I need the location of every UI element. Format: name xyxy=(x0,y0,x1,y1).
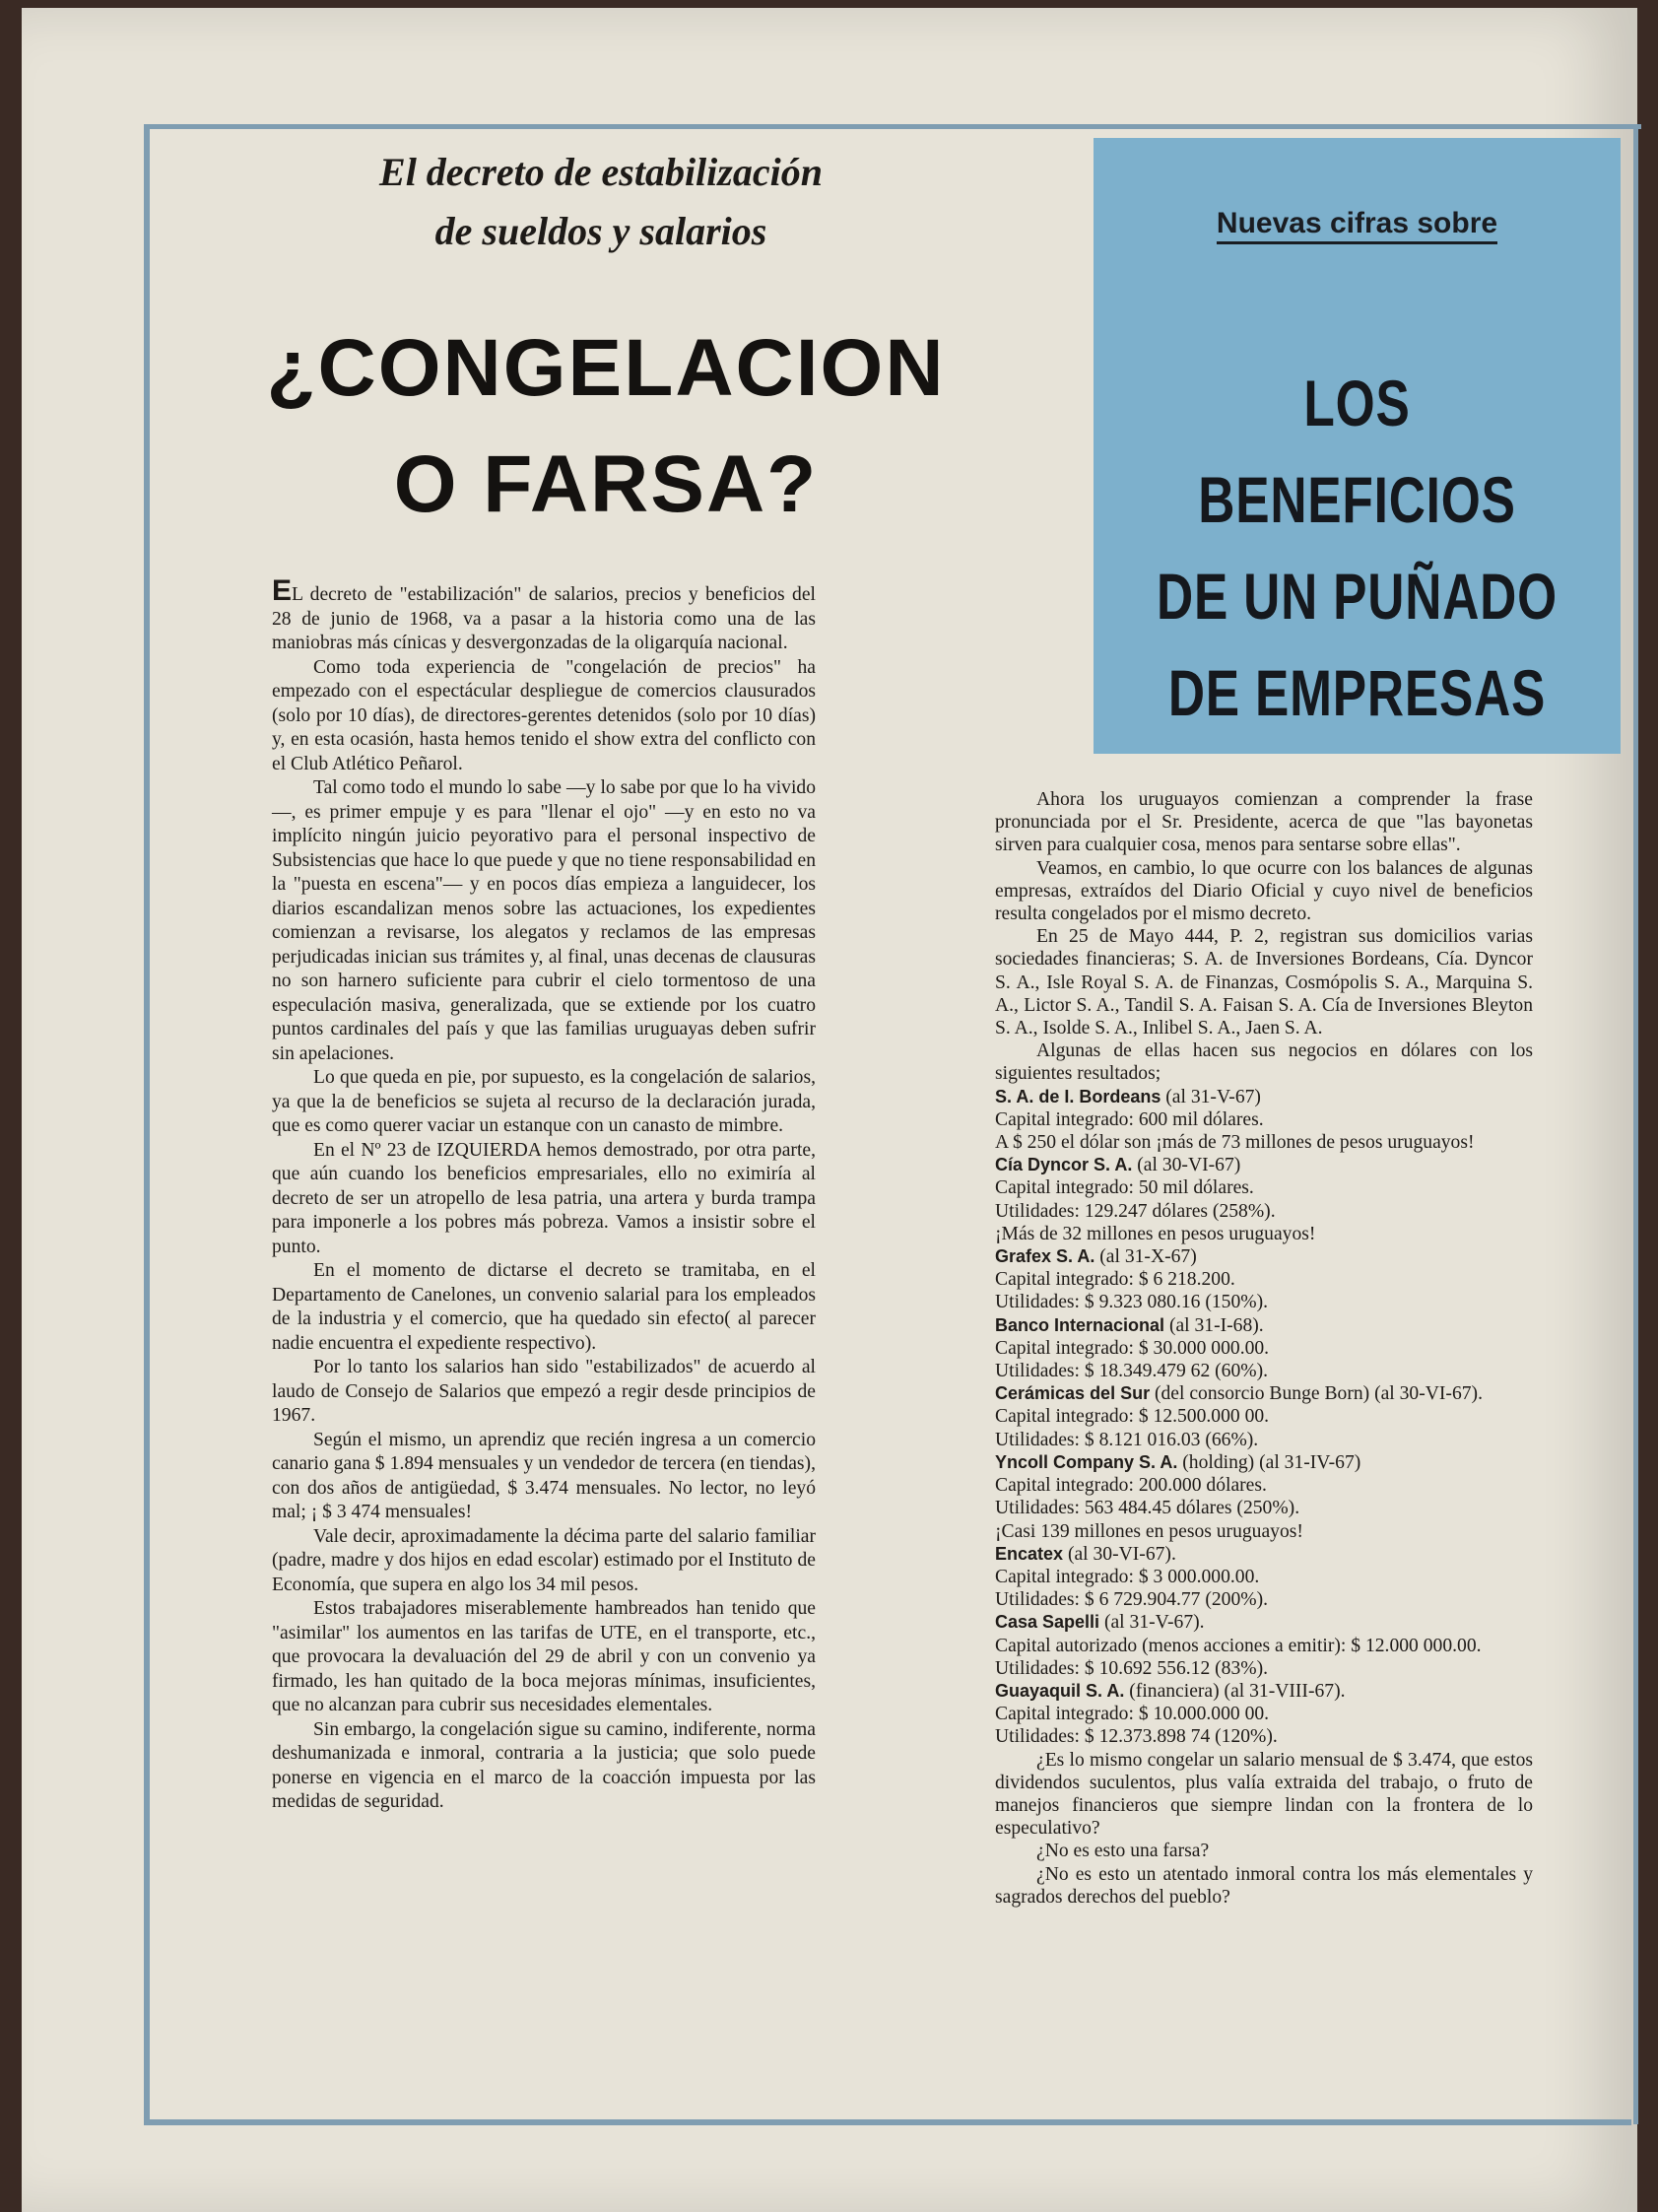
left-paragraph: Como toda experiencia de "congelación de precios" ha empezado con el espectácular despliegue de comercios clausurados (solo por 10 días), de directores-gerentes detenidos (solo por 10 días) y, en esta ocasión, hasta hemos tenido el show extra del conflicto con el Club Atlético Peñarol. xyxy=(272,656,816,774)
closing-paragraph: ¿No es esto un atentado inmoral contra los más elementales y sagrados derechos del pueblo? xyxy=(995,1863,1533,1908)
company-figure-line xyxy=(995,1360,1533,1382)
company-name: Encatex xyxy=(995,1543,1064,1564)
company-figure-line xyxy=(995,1405,1533,1428)
company-name: Cerámicas del Sur xyxy=(995,1383,1151,1404)
right-article-body xyxy=(995,788,1533,1909)
sidebar-kicker xyxy=(1094,207,1621,240)
figure-text: (al 31-V-67) xyxy=(1161,1086,1261,1107)
left-paragraph: Según el mismo, un aprendiz que recién ingresa a un comercio canario gana $ 1.894 mensuales y un vendedor de tercera (en tiendas), con dos años de antigüedad, $ 3.474 mensuales. No lector, no leyó mal; ¡ $ 3 474 mensuales! xyxy=(272,1429,816,1522)
figure-text: A $ 250 el dólar son ¡más de 73 millones de pesos uruguayos! xyxy=(995,1132,1475,1154)
figure-text: ¡Casi 139 millones en pesos uruguayos! xyxy=(995,1520,1303,1542)
company-name: Banco Internacional xyxy=(995,1314,1165,1335)
figure-text: (financiera) (al 31-VIII-67). xyxy=(1124,1680,1346,1702)
company-name: S. A. de I. Bordeans xyxy=(995,1086,1161,1106)
figure-text: Utilidades: $ 8.121 016.03 (66%). xyxy=(995,1429,1259,1450)
headline-line-1: ¿CONGELACION xyxy=(266,323,946,413)
headline-line-2: O FARSA? xyxy=(393,439,819,529)
company-figure-line xyxy=(995,1451,1533,1474)
left-paragraph: Estos trabajadores miserablemente hambreados han tenido que "asimilar" los aumentos en las tarifas de UTE, en el transporte, etc., que provocara la devaluación del 29 de abril y con un convenio ya firmado, les han quitado de la boca mejoras mínimas, insuficientes, que no alcanzan para cubrir sus necesidades elementales. xyxy=(272,1598,816,1715)
figure-text: (al 31-V-67). xyxy=(1099,1612,1205,1634)
frame-rule-bottom xyxy=(144,2119,1631,2125)
left-paragraph: Sin embargo, la congelación sigue su camino, indiferente, norma deshumanizada e inmoral, contraria a la justicia; que solo puede ponerse en vigencia en el marco de la coacción impuesta por las medidas de seguridad. xyxy=(272,1718,816,1812)
sidebar-headline xyxy=(1152,355,1562,741)
figure-text: Utilidades: 129.247 dólares (258%). xyxy=(995,1200,1276,1222)
company-figure-line xyxy=(995,1131,1533,1154)
company-figure-line xyxy=(995,1635,1533,1657)
left-article-kicker xyxy=(296,143,906,261)
figure-text: Capital integrado: $ 12.500.000 00. xyxy=(995,1406,1270,1428)
frame-rule-right xyxy=(1633,124,1638,2124)
company-figure-line xyxy=(995,1543,1533,1566)
company-figure-line xyxy=(995,1657,1533,1680)
left-paragraph: Lo que queda en pie, por supuesto, es la congelación de salarios, ya que la de beneficios se sujeta al recurso de la declaración jurada, que es como querer vaciar un estanque con un canasto de mimbre. xyxy=(272,1067,816,1136)
company-figure-line xyxy=(995,1291,1533,1313)
company-figure-line xyxy=(995,1680,1533,1703)
company-figure-line xyxy=(995,1108,1533,1131)
figure-text: Utilidades: $ 9.323 080.16 (150%). xyxy=(995,1292,1269,1313)
left-paragraph xyxy=(272,574,816,656)
left-paragraph: Por lo tanto los salarios han sido "estabilizados" de acuerdo al laudo de Consejo de Salarios que empezó a regir desde principios de 1967. xyxy=(272,1357,816,1426)
figure-text: Utilidades: $ 10.692 556.12 (83%). xyxy=(995,1657,1269,1679)
company-figure-line xyxy=(995,1497,1533,1519)
figure-text: Capital integrado: 50 mil dólares. xyxy=(995,1177,1254,1199)
right-paragraph: En 25 de Mayo 444, P. 2, registran sus domicilios varias sociedades financieras; S. A. de Inversiones Bordeans, Cía. Dyncor S. A., Isle Royal S. A. de Finanzas, Cosmópolis S. A., Marquina S. A., Lictor S. A., Tandil S. A. Faisan S. A. Cía de Inversiones Bleyton S. A., Isolde S. A., Inlibel S. A., Jaen S. A. xyxy=(995,926,1533,1039)
figure-text: Capital integrado: $ 10.000.000 00. xyxy=(995,1704,1270,1725)
company-figure-line xyxy=(995,1268,1533,1291)
figure-text: Utilidades: $ 18.349.479 62 (60%). xyxy=(995,1361,1269,1382)
company-figure-line xyxy=(995,1474,1533,1497)
company-name: Grafex S. A. xyxy=(995,1246,1095,1267)
right-paragraph: Algunas de ellas hacen sus negocios en dólares con los siguientes resultados; xyxy=(995,1040,1533,1085)
left-article-headline xyxy=(227,310,985,543)
company-figure-line xyxy=(995,1245,1533,1268)
closing-paragraph: ¿No es esto una farsa? xyxy=(1036,1841,1210,1862)
figure-text: Utilidades: $ 12.373.898 74 (120%). xyxy=(995,1726,1278,1748)
left-article-body xyxy=(272,574,816,1815)
drop-cap: E xyxy=(272,574,293,607)
company-figure-line xyxy=(995,1566,1533,1588)
figure-text: (holding) (al 31-IV-67) xyxy=(1177,1451,1361,1473)
company-figure-line xyxy=(995,1337,1533,1360)
company-name: Guayaquil S. A. xyxy=(995,1680,1125,1701)
figure-text: (al 30-VI-67) xyxy=(1132,1155,1241,1176)
figure-text: (al 31-I-68). xyxy=(1164,1314,1264,1336)
company-figure-line xyxy=(995,1520,1533,1543)
kicker-line-1: El decreto de estabilización xyxy=(379,150,823,194)
company-figure-line xyxy=(995,1086,1533,1108)
company-figure-line xyxy=(995,1154,1533,1176)
company-figure-line xyxy=(995,1703,1533,1725)
sidebar-headline-line-1: LOS BENEFICIOS xyxy=(1198,367,1516,536)
figure-text: Capital integrado: $ 6 218.200. xyxy=(995,1269,1235,1291)
company-figure-line xyxy=(995,1223,1533,1245)
kicker-line-2: de sueldos y salarios xyxy=(434,209,767,253)
figure-text: Capital integrado: 200.000 dólares. xyxy=(995,1475,1267,1497)
paragraph-text: L decreto de "estabilización" de salarios, precios y beneficios del 28 de junio de 1968, va a pasar a la historia como una de las maniobras más cínicas y desvergonzadas de la oligarquía nacional. xyxy=(272,584,816,653)
figure-text: Capital integrado: $ 30.000 000.00. xyxy=(995,1337,1270,1359)
company-name: Casa Sapelli xyxy=(995,1612,1100,1633)
right-paragraph: Veamos, en cambio, lo que ocurre con los balances de algunas empresas, extraídos del Diario Oficial y cuyo nivel de beneficios resulta congelados por el mismo decreto. xyxy=(995,857,1533,925)
company-name: Cía Dyncor S. A. xyxy=(995,1155,1133,1175)
company-figure-line xyxy=(995,1429,1533,1451)
figure-text: (al 30-VI-67). xyxy=(1063,1543,1176,1565)
right-paragraph: Ahora los uruguayos comienzan a comprender la frase pronunciada por el Sr. Presidente, acerca de que "las bayonetas sirven para cualquier cosa, menos para sentarse sobre ellas". xyxy=(995,789,1533,856)
company-figure-line xyxy=(995,1588,1533,1611)
figure-text: ¡Más de 32 millones en pesos uruguayos! xyxy=(995,1223,1316,1244)
company-figure-line xyxy=(995,1611,1533,1634)
sidebar-headline-line-2: DE UN PUÑADO xyxy=(1157,560,1558,633)
frame-rule-top xyxy=(144,124,1641,129)
left-paragraph: En el Nº 23 de IZQUIERDA hemos demostrado, por otra parte, que aún cuando los beneficios empresariales, ello no eximiría al decreto de ser un atropello de lesa patria, una artera y burda trampa para imponerle a los pobres más pobreza. Vamos a insistir sobre el punto. xyxy=(272,1139,816,1257)
frame-rule-left xyxy=(144,124,150,2124)
company-name: Yncoll Company S. A. xyxy=(995,1451,1178,1472)
left-paragraph: Tal como todo el mundo lo sabe —y lo sabe por que lo ha vivido—, es primer empuje y es para "llenar el ojo" —y en esto no va implícito ningún juicio peyorativo para el personal inspectivo de Subsistencias que hace lo que puede y que no tiene responsabilidad en la "puesta en escena"— y en pocos días empieza a languidecer, los diarios escandalizan menos sobre las actuaciones, los expedientes comienzan a revisarse, los alegatos y reclamos de las empresas perjudicadas inician sus trámites y, al final, unas decenas de clausuras no son harnero suficiente para cubrir el cielo tormentoso de una especulación masiva, generalizada, que se extiende por los cuatro puntos cardinales del país y que las familias uruguayas deben sufrir sin apelaciones. xyxy=(272,777,816,1064)
left-paragraph: En el momento de dictarse el decreto se tramitaba, en el Departamento de Canelones, un convenio salarial para los empleados de la industria y el comercio, que ha quedado sin efecto( al parecer nadie encuentra el expediente respectivo). xyxy=(272,1260,816,1354)
company-figure-line xyxy=(995,1382,1533,1405)
figure-text: Utilidades: $ 6 729.904.77 (200%). xyxy=(995,1589,1269,1611)
company-figure-line xyxy=(995,1176,1533,1199)
company-figure-line xyxy=(995,1200,1533,1223)
figure-text: (del consorcio Bunge Born) (al 30-VI-67). xyxy=(1150,1383,1483,1405)
sidebar-headline-line-3: DE EMPRESAS xyxy=(1167,656,1547,729)
figure-text: Capital integrado: $ 3 000.000.00. xyxy=(995,1566,1260,1587)
sidebar-kicker-text: Nuevas cifras sobre xyxy=(1217,207,1497,244)
company-figure-line xyxy=(995,1725,1533,1748)
closing-paragraph: ¿Es lo mismo congelar un salario mensual de $ 3.474, que estos dividendos suculentos, plus valía extraida del trabajo, o fruto de manejos financieros que siempre lindan con la frontera de lo especulativo? xyxy=(995,1749,1533,1840)
left-paragraph: Vale decir, aproximadamente la décima parte del salario familiar (padre, madre y dos hijos en edad escolar) estimado por el Instituto de Economía, que supera en algo los 34 mil pesos. xyxy=(272,1525,816,1595)
company-figure-line xyxy=(995,1314,1533,1337)
figure-text: Utilidades: 563 484.45 dólares (250%). xyxy=(995,1498,1300,1519)
figure-text: Capital autorizado (menos acciones a emitir): $ 12.000 000.00. xyxy=(995,1635,1482,1656)
figure-text: Capital integrado: 600 mil dólares. xyxy=(995,1108,1264,1130)
sidebar-title-box xyxy=(1094,138,1621,754)
figure-text: (al 31-X-67) xyxy=(1094,1246,1197,1268)
